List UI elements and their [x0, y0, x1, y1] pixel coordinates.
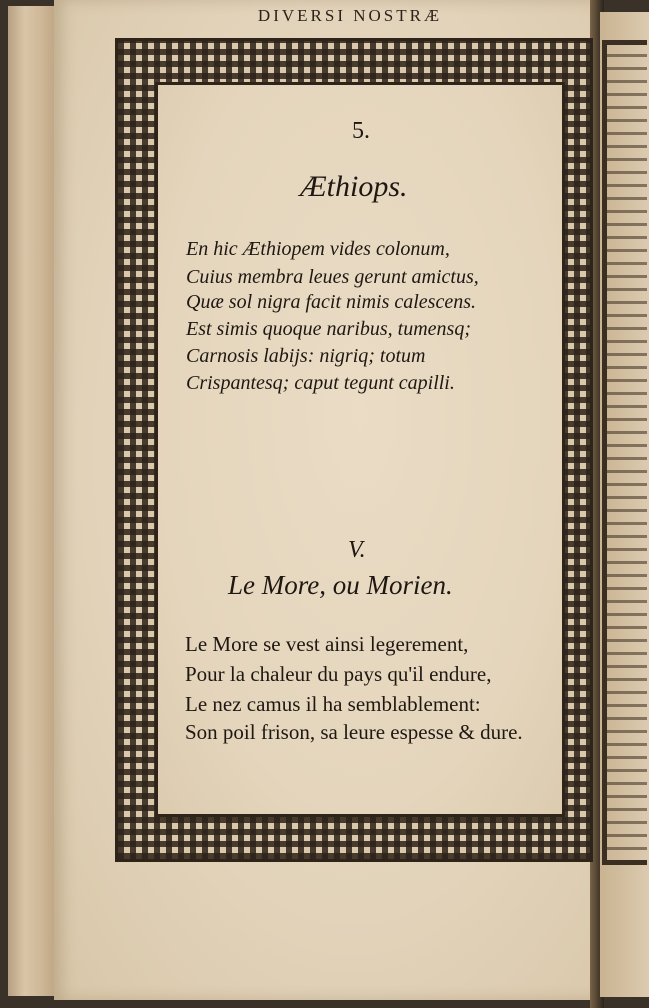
latin-verse-line: En hic Æthiopem vides colonum,: [186, 238, 450, 260]
latin-verse-line: Quæ sol nigra facit nimis calescens.: [186, 291, 476, 313]
latin-verse-line: Carnosis labijs: nigriq; totum: [186, 345, 426, 367]
french-number: V.: [348, 537, 366, 563]
latin-verse-line: Est simis quoque naribus, tumensq;: [186, 318, 471, 340]
french-title: Le More, ou Morien.: [228, 570, 453, 600]
book-page-edge: [8, 6, 57, 996]
latin-verse-line: Cuius membra leues gerunt amictus,: [186, 266, 479, 288]
latin-verse-line: Crispantesq; caput tegunt capilli.: [186, 372, 455, 394]
section-number: 5.: [352, 118, 370, 144]
french-verse-line: Le More se vest ainsi legerement,: [185, 632, 469, 656]
next-page-border: [602, 40, 647, 865]
french-verse-line: Pour la chaleur du pays qu'il endure,: [185, 662, 492, 686]
french-verse-line: Le nez camus il ha semblablement:: [185, 692, 481, 716]
running-head: DIVERSI NOSTRÆ: [257, 6, 443, 25]
french-verse-line: Son poil frison, sa leure espesse & dure.: [185, 720, 523, 744]
latin-title: Æthiops.: [300, 170, 408, 203]
